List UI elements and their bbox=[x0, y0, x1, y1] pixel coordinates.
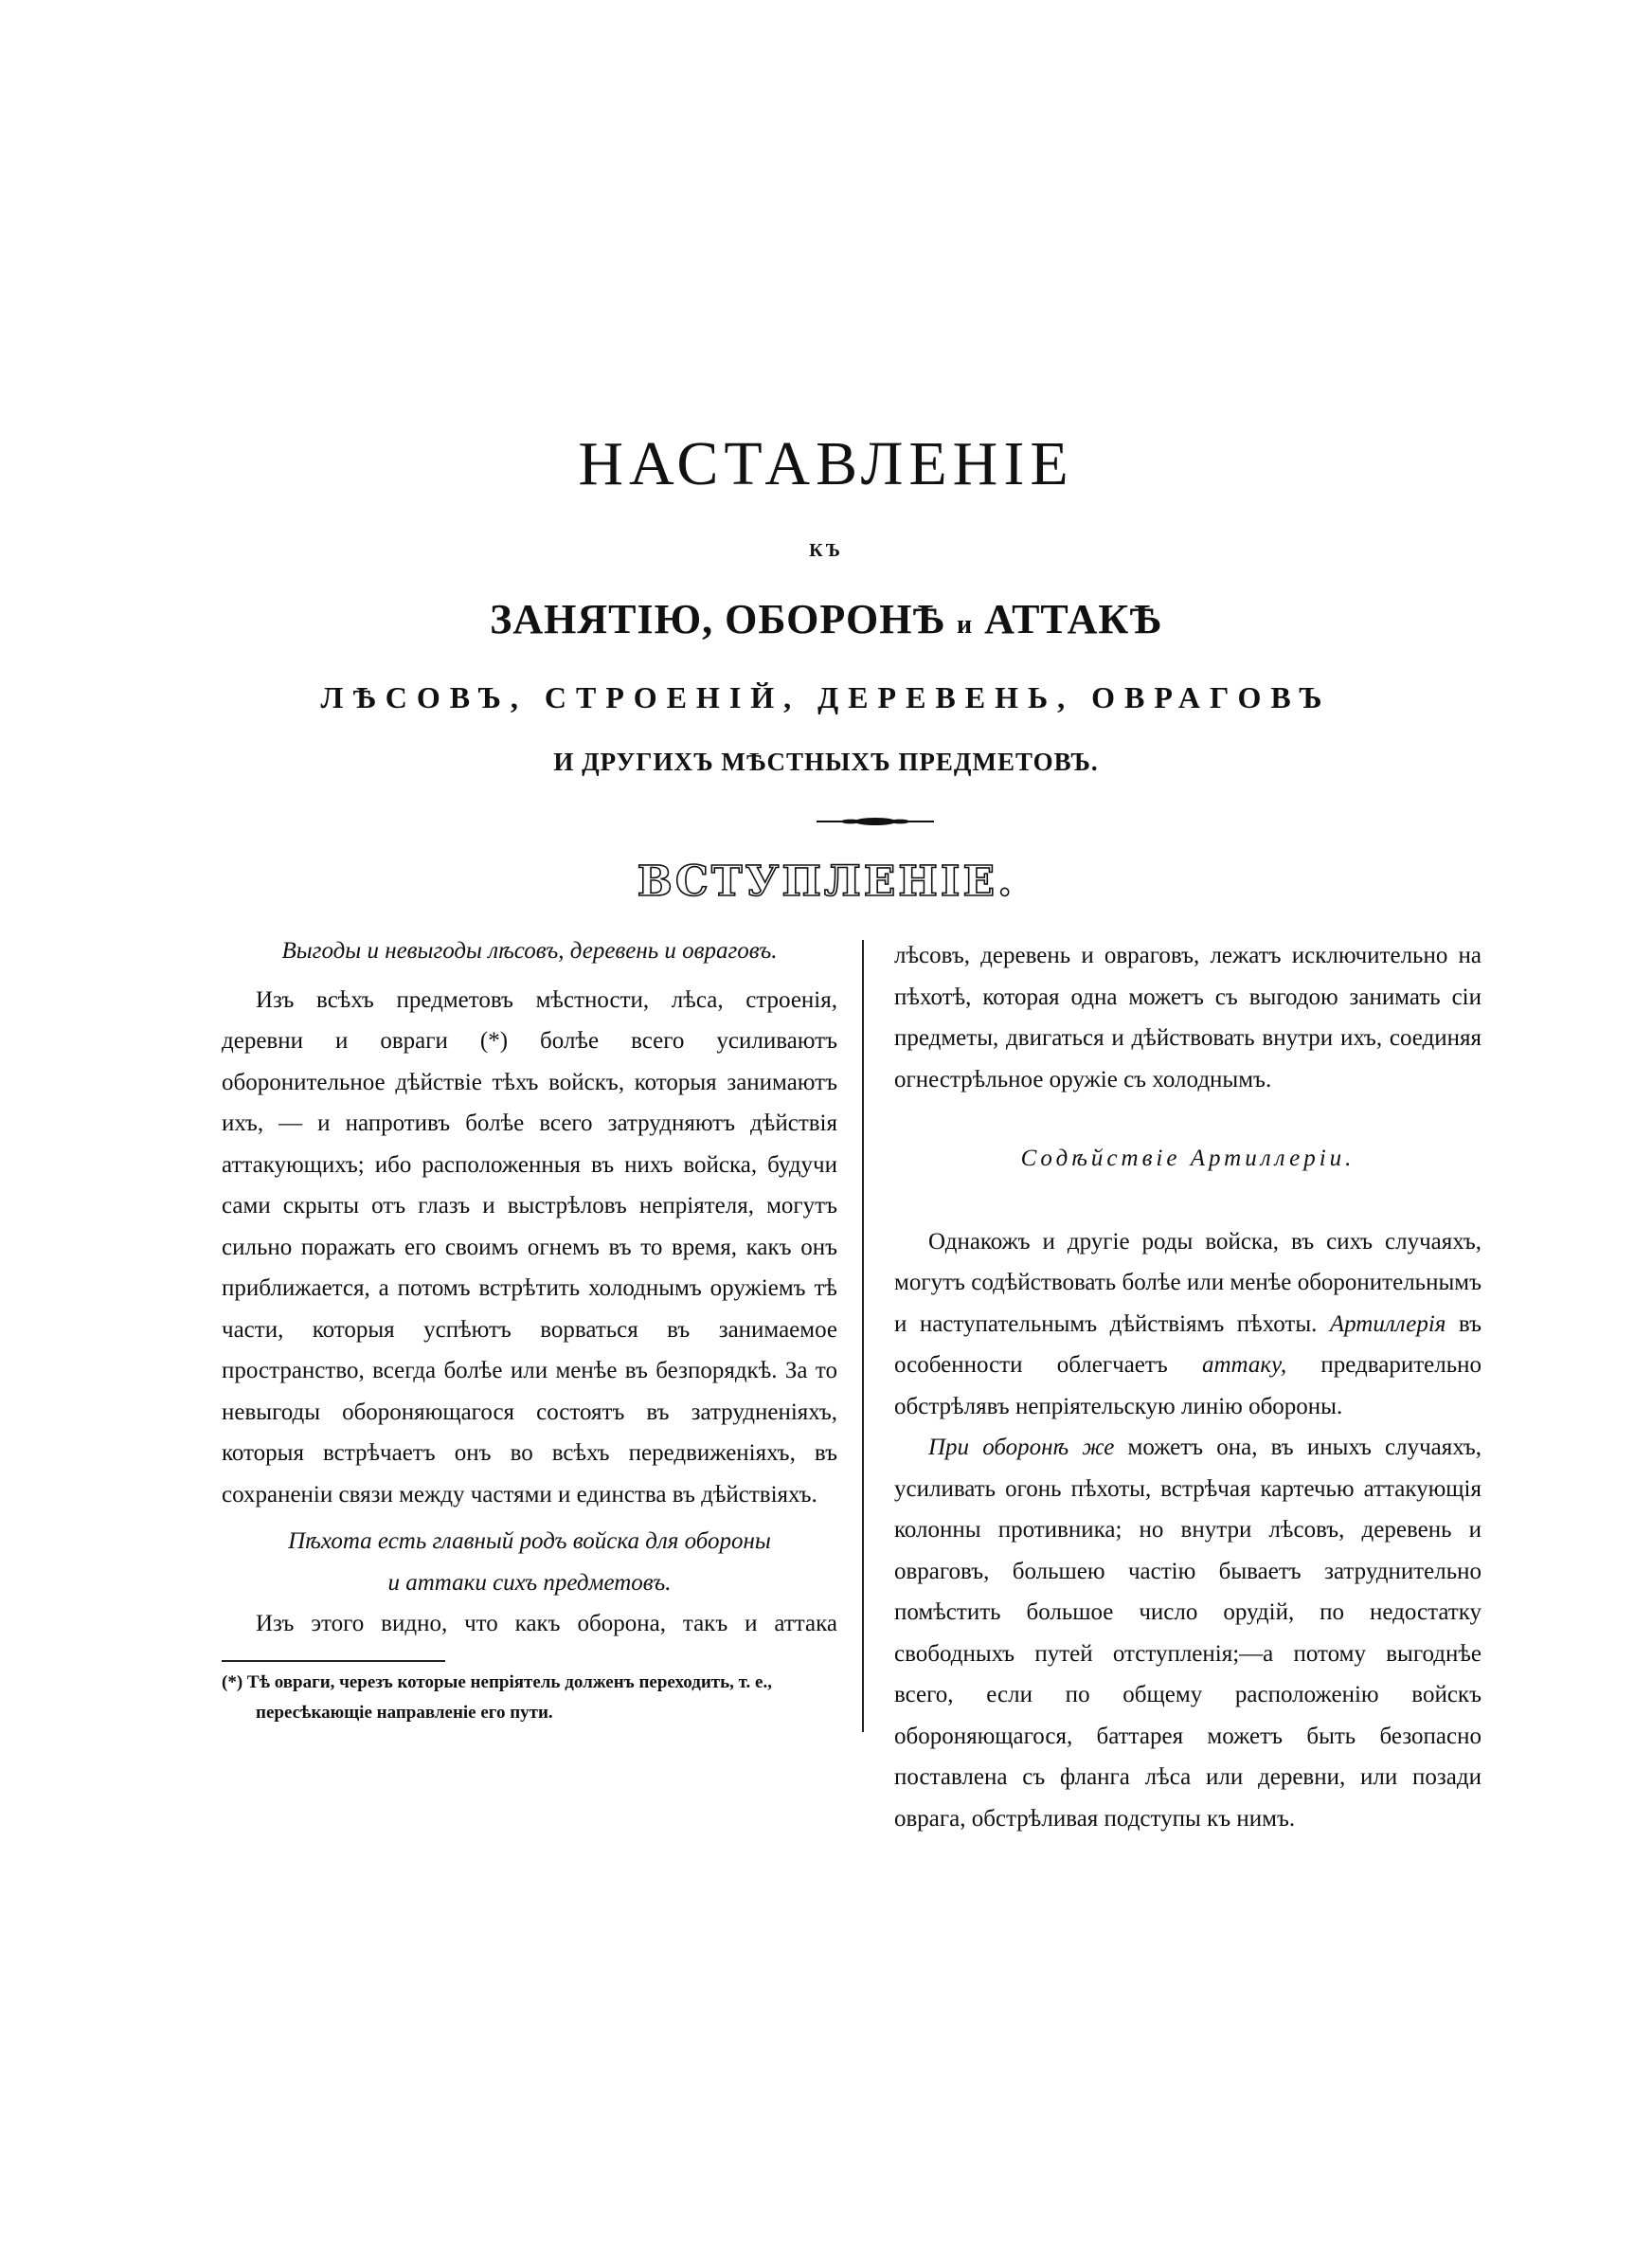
subtitle-part-a: ЗАНЯТІЮ, ОБОРОНѢ bbox=[490, 596, 946, 642]
right-column bbox=[894, 935, 1481, 1839]
introduction-heading: ВСТУПЛЕНІЕ. bbox=[637, 858, 1015, 906]
column-divider bbox=[862, 940, 864, 1732]
artillery-text-c: предварительно обстрѣлявъ непріятельскую линію обороны. bbox=[894, 1352, 1481, 1419]
footnote-line-2: пересѣкающіе направленіе его пути. bbox=[256, 1703, 553, 1723]
defence-emphasis: При оборонѣ же bbox=[928, 1435, 1115, 1460]
artillery-emphasis-1: Артиллерія bbox=[1329, 1310, 1446, 1337]
paragraph-advantages: Изъ всѣхъ предметовъ мѣстности, лѣса, строенія, деревни и овраги (*) болѣе всего усиливаютъ оборонительное дѣйствіе тѣхъ войскъ, которыя занимаютъ ихъ, — и напротивъ болѣе всего затрудняютъ дѣйствія аттакующихъ; ибо расположенныя въ нихъ войска, будучи сами скрыты отъ глазъ и выстрѣловъ непріятеля, могутъ сильно поражать его своимъ огнемъ въ то время, какъ онъ приближается, а потомъ встрѣтить холоднымъ оружіемъ тѣ части, которыя успѣютъ ворваться въ занимаемое пространство, всегда болѣе или менѣе въ безпорядкѣ. За то невыгоды обороняющагося состоятъ въ затрудненіяхъ, которыя встрѣчаетъ онъ во всѣхъ передвиженіяхъ, въ сохраненіи связи между частями и единства въ дѣйствіяхъ. bbox=[222, 986, 837, 1508]
title-preposition: КЪ bbox=[809, 540, 843, 561]
footnote-rule bbox=[222, 1660, 445, 1662]
left-column bbox=[222, 930, 837, 1645]
ornamental-divider-icon bbox=[817, 817, 934, 826]
subtitle-part-b: АТТАКѢ bbox=[984, 596, 1162, 642]
document-title: НАСТАВЛЕНІЕ bbox=[578, 429, 1074, 498]
section-subhead-infantry-2: и аттаки сихъ предметовъ. bbox=[387, 1569, 672, 1596]
title-subtitle-line3: И ДРУГИХЪ МѢСТНЫХЪ ПРЕДМЕТОВЪ. bbox=[553, 748, 1099, 776]
paragraph-artillery-1 bbox=[894, 1221, 1481, 1428]
paragraph-infantry-start: Изъ этого видно, что какъ оборона, такъ и аттака bbox=[256, 1611, 837, 1636]
footnote bbox=[222, 1668, 828, 1728]
footnote-line-1: (*) Тѣ овраги, черезъ которые непріятель долженъ переходить, т. е., bbox=[222, 1672, 772, 1692]
title-subtitle-line1 bbox=[0, 595, 1652, 643]
defence-text: можетъ она, въ иныхъ случаяхъ, усиливать огонь пѣхоты, встрѣчая картечью аттакующія колонны противника; но внутри лѣсовъ, деревень и овраговъ, большею частію бываетъ затруднительно помѣстить большое число орудій, по недостатку свободныхъ путей отступленія;—а потому выгоднѣе всего, если по общему расположенію войскъ обороняющагося, баттарея можетъ быть безопасно поставлена съ фланга лѣса или деревни, или позади оврага, обстрѣливая подступы къ нимъ. bbox=[894, 1435, 1482, 1832]
title-subtitle-line2: ЛѢСОВЪ, СТРОЕНІЙ, ДЕРЕВЕНЬ, ОВРАГОВЪ bbox=[320, 680, 1332, 714]
section-subhead-infantry-1: Пѣхота есть главный родъ войска для обороны bbox=[288, 1528, 771, 1554]
artillery-text-b: въ особенности облегчаетъ bbox=[894, 1310, 1481, 1378]
paragraph-infantry-continued: лѣсовъ, деревень и овраговъ, лежатъ исключительно на пѣхотѣ, которая одна можетъ съ выгодою занимать сіи предметы, двигаться и дѣйствовать внутри ихъ, соединяя огнестрѣльное оружіе съ холоднымъ. bbox=[894, 943, 1481, 1092]
section-subhead-advantages: Выгоды и невыгоды лѣсовъ, деревень и овраговъ. bbox=[281, 938, 778, 964]
subtitle-conjunction: и bbox=[957, 610, 974, 640]
section-subhead-artillery: Содѣйствіе Артиллеріи. bbox=[1020, 1146, 1356, 1171]
artillery-text-a: Однакожъ и другіе роды войска, въ сихъ случаяхъ, могутъ содѣйствовать болѣе или менѣе оборонительнымъ и наступательнымъ дѣйствіямъ пѣхоты. bbox=[894, 1228, 1481, 1337]
artillery-emphasis-2: аттаку, bbox=[1201, 1352, 1287, 1378]
paragraph-artillery-2 bbox=[894, 1427, 1481, 1839]
